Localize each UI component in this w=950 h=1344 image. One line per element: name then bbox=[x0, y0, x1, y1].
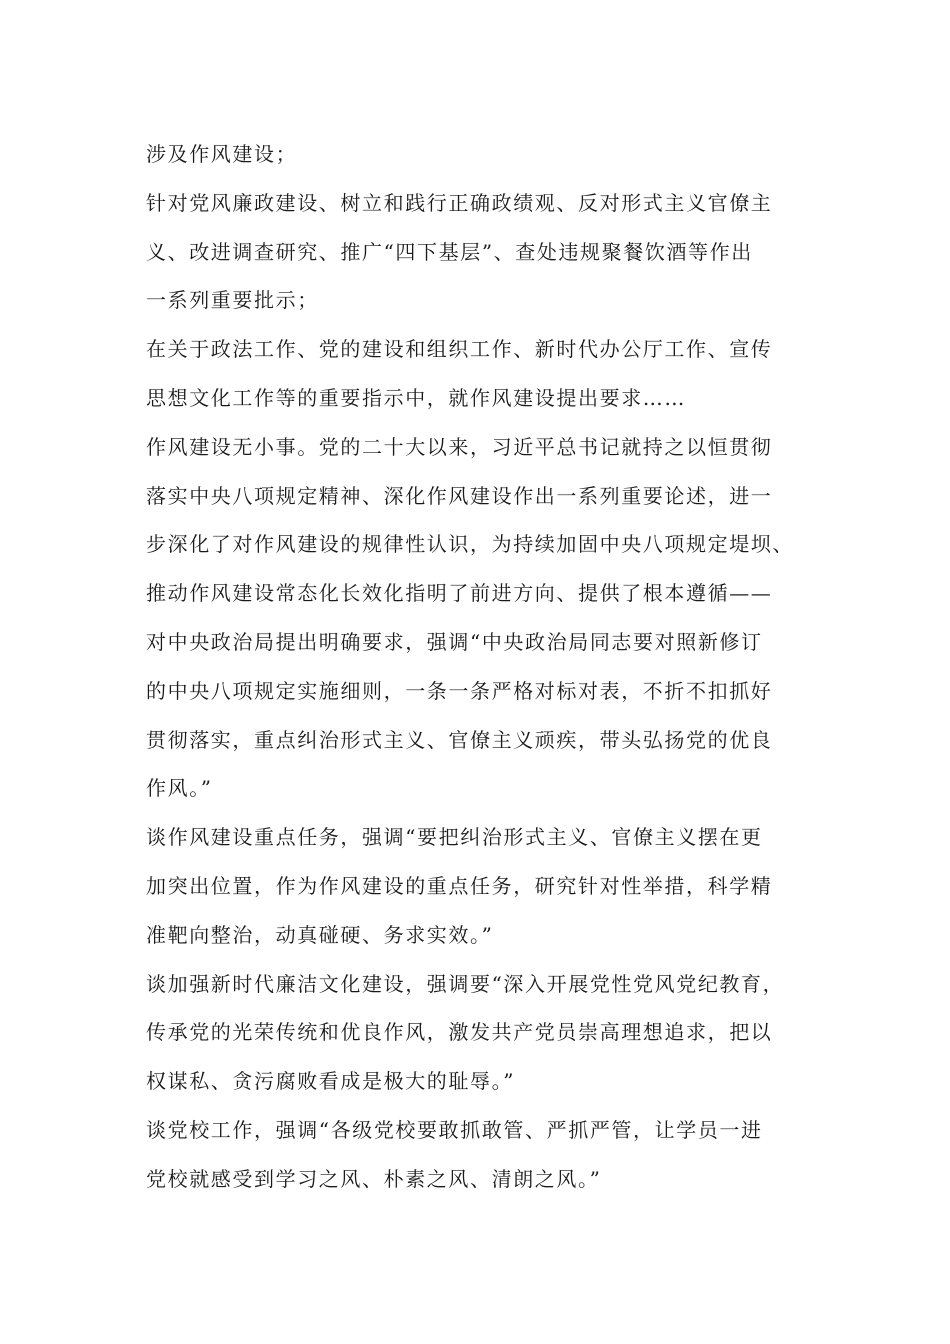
paragraph-5: 对中央政治局提出明确要求，强调“中央政治局同志要对照新修订 的中央八项规定实施细则，一条一条严格对标对表，不折不扣抓好 贯彻落实，重点纠治形式主义、官僚主义顽疾，带头弘扬党的优良 作风。” bbox=[146, 629, 773, 801]
document-body bbox=[146, 130, 826, 1204]
paragraph-6: 谈作风建设重点任务，强调“要把纠治形式主义、官僚主义摆在更 加突出位置，作为作风建设的重点任务，研究针对性举措，科学精 准靶向整治，动真碰硬、务求实效。” bbox=[146, 825, 773, 947]
paragraph-1: 涉及作风建设； bbox=[146, 142, 298, 166]
paragraph-3: 在关于政法工作、党的建设和组织工作、新时代办公厅工作、宣传 思想文化工作等的重要指示中，就作风建设提出要求…… bbox=[146, 337, 773, 410]
paragraph-7: 谈加强新时代廉洁文化建设，强调要“深入开展党性党风党纪教育， 传承党的光荣传统和优良作风，激发共产党员崇高理想追求，把以 权谋私、贪污腐败看成是极大的耻辱。” bbox=[146, 971, 785, 1094]
paragraph-4: 作风建设无小事。党的二十大以来，习近平总书记就持之以恒贯彻 落实中央八项规定精神、深化作风建设作出一系列重要论述，进一 步深化了对作风建设的规律性认识，为持续加固中央八项规定堤坝、 推动作风建设常态化长效化指明了前进方向、提供了根本遵循—— bbox=[146, 434, 794, 606]
paragraph-8: 谈党校工作，强调“各级党校要敢抓敢管、严抓严管，让学员一进 党校就感受到学习之风、朴素之风、清朗之风。” bbox=[146, 1117, 763, 1191]
paragraph-2: 针对党风廉政建设、树立和践行正确政绩观、反对形式主义官僚主 义、改进调查研究、推广“四下基层”、查处违规聚餐饮酒等作出 一系列重要批示； bbox=[146, 190, 773, 313]
